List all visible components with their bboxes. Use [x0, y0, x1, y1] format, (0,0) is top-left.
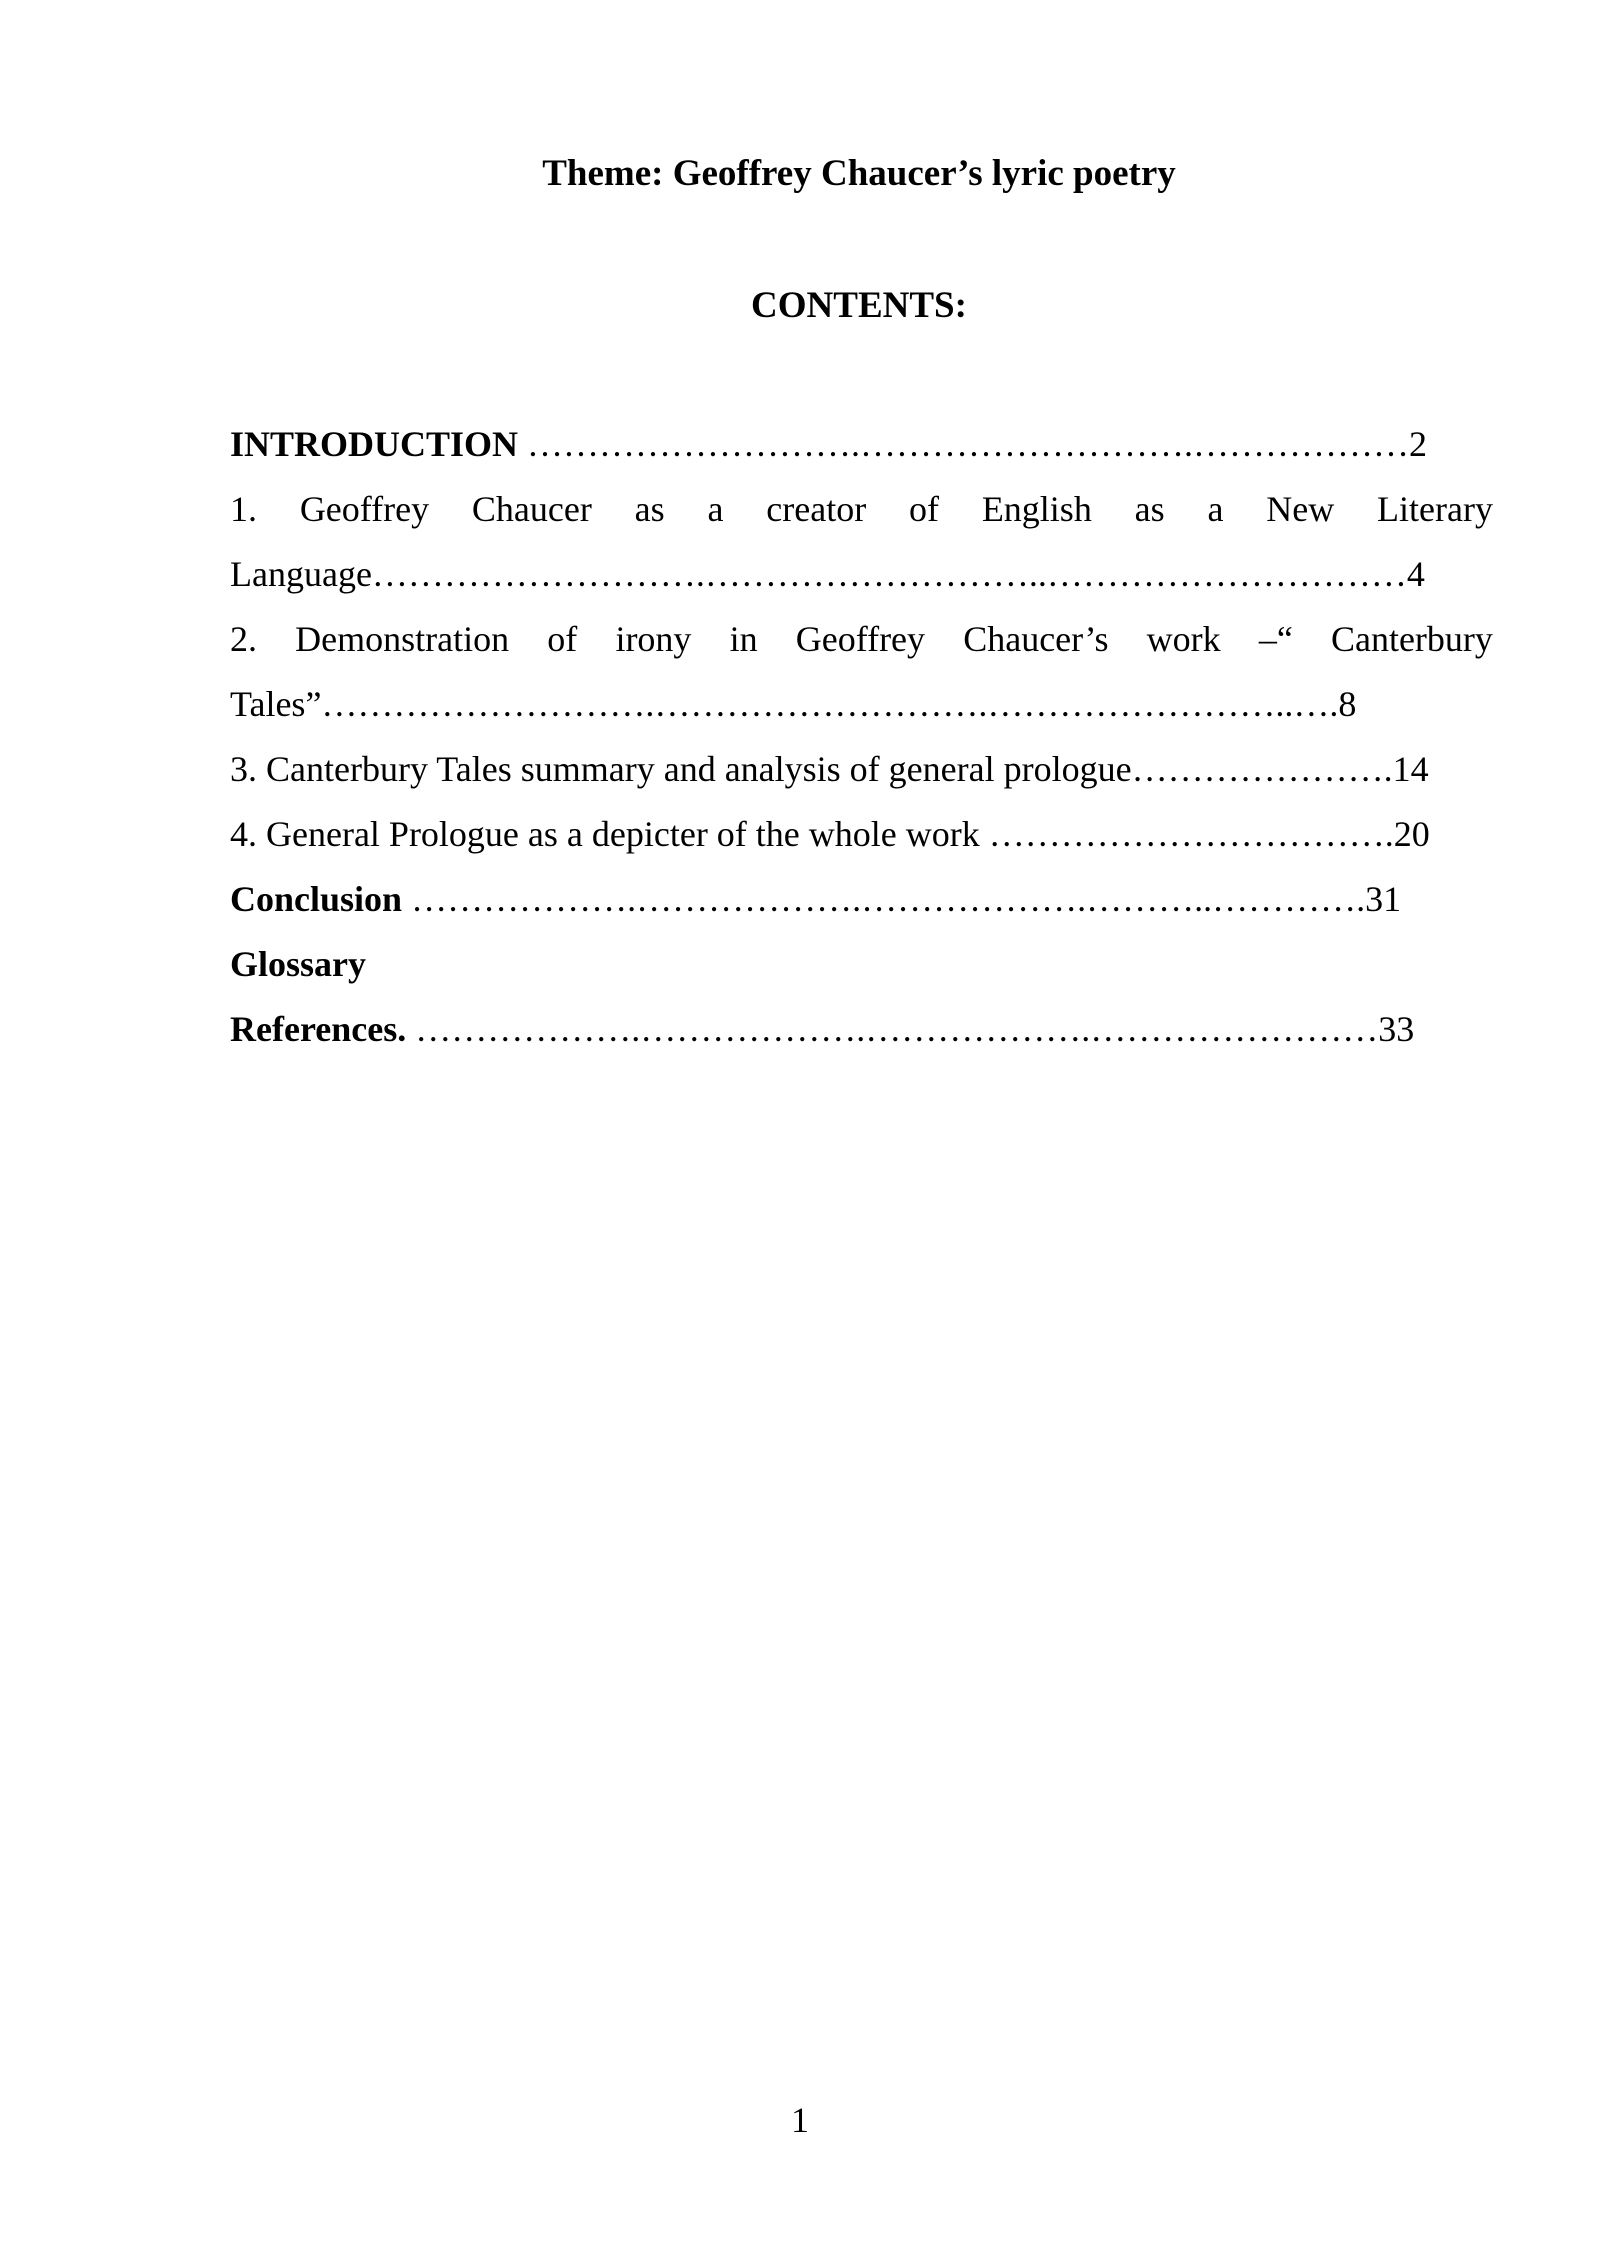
toc-word: creator	[766, 489, 867, 529]
toc-word: as	[1134, 489, 1165, 529]
toc-word: of	[909, 489, 939, 529]
toc-glossary-label: Glossary	[230, 944, 367, 984]
toc-introduction-label: INTRODUCTION	[230, 424, 519, 464]
toc-word: Chaucer	[471, 489, 592, 529]
toc-word: work	[1146, 619, 1221, 659]
toc-entry-2-line-2: Tales”……………………….……………………….……………………..….8	[230, 684, 1357, 724]
toc-word: of	[547, 619, 578, 659]
toc-word: as	[634, 489, 665, 529]
toc-references-leader: ……………….……………….……………….……………………33	[406, 1009, 1415, 1049]
toc-entry-introduction	[230, 412, 1493, 477]
toc-introduction-leader: ……………………….……………………….………………2	[518, 424, 1428, 464]
toc-references-label: References.	[230, 1009, 407, 1049]
toc-word: –“	[1258, 619, 1293, 659]
toc-word: a	[707, 489, 724, 529]
toc-entry-3: 3. Canterbury Tales summary and analysis of general prologue………………….14	[230, 749, 1429, 789]
toc-word: Canterbury	[1330, 619, 1493, 659]
toc-word: a	[1207, 489, 1224, 529]
toc-word: 1.	[230, 489, 257, 529]
contents-heading: CONTENTS:	[751, 285, 967, 326]
toc-conclusion-leader: ……………….……………….……………….………..………….31	[402, 879, 1402, 919]
toc-word: 2.	[230, 619, 257, 659]
toc-entry-2-line-1	[230, 607, 1493, 672]
toc-word: English	[981, 489, 1092, 529]
toc-word: Geoffrey	[795, 619, 926, 659]
toc-word: in	[729, 619, 758, 659]
toc-entry-references	[230, 997, 1493, 1062]
toc-entry-glossary	[230, 932, 1493, 997]
toc-word: irony	[615, 619, 692, 659]
theme-title: Theme: Geoffrey Chaucer’s lyric poetry	[542, 153, 1176, 194]
toc-entry-conclusion	[230, 867, 1493, 932]
toc-entry-1-line-2: Language……………………….………………………..…………………………4	[230, 554, 1425, 594]
toc-word: Chaucer’s	[963, 619, 1109, 659]
toc-entry-4: 4. General Prologue as a depicter of the whole work …………………………….20	[230, 814, 1430, 854]
page-number: 1	[791, 2100, 809, 2140]
toc-word: New	[1266, 489, 1335, 529]
table-of-contents	[230, 412, 1493, 1062]
toc-word: Demonstration	[295, 619, 510, 659]
toc-entry-1-line-1	[230, 477, 1493, 542]
toc-word: Geoffrey	[299, 489, 430, 529]
toc-word: Literary	[1377, 489, 1493, 529]
toc-conclusion-label: Conclusion	[230, 879, 403, 919]
